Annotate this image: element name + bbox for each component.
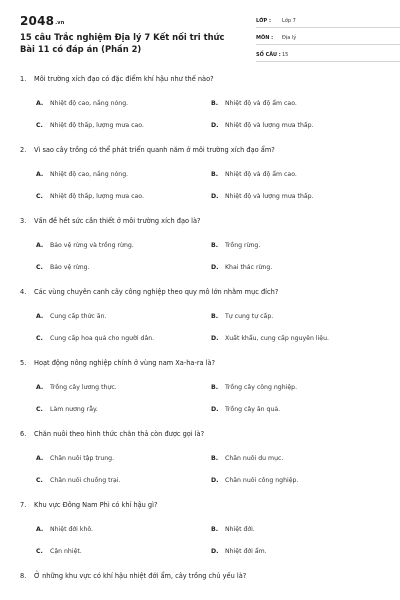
option-letter: D. [211,477,219,484]
logo-number: 2048 [20,14,55,28]
question-stem: Hoạt động nông nghiệp chính ở vùng nam Xa-ha-ra là? [34,359,216,367]
question-text [20,571,384,597]
option-letter: A. [36,455,44,462]
option-d[interactable] [195,122,384,144]
option-d[interactable] [195,264,384,286]
option-text: Nhiệt đới. [225,526,255,533]
question-1 [20,74,384,145]
option-letter: A. [36,100,44,107]
option-letter: C. [36,122,43,129]
option-letter: B. [211,100,219,107]
option-text: Nhiệt độ và độ ẩm cao. [225,171,297,178]
page-title: 15 câu Trắc nghiệm Địa lý 7 Kết nối tri thức Bài 11 có đáp án (Phần 2) [20,32,225,54]
question-text [20,74,384,100]
page-header [20,14,384,60]
option-a[interactable] [20,171,195,193]
question-5 [20,358,384,429]
option-text: Nhiệt đới khô. [50,526,94,533]
option-b[interactable] [195,242,384,264]
logo-suffix: .vn [55,20,65,26]
option-row [20,548,384,570]
question-stem: Vấn đề hết sức cần thiết ở môi trường xích đạo là? [34,217,201,225]
option-text: Trồng rừng. [225,242,261,249]
option-letter: B. [211,313,219,320]
option-d[interactable] [195,406,384,428]
option-row [20,100,384,122]
option-letter: C. [36,335,43,342]
meta-grade [256,14,400,28]
option-row [20,313,384,335]
option-text: Nhiệt độ thấp, lượng mưa cao. [50,193,144,200]
option-row [20,335,384,357]
option-text: Nhiệt độ cao, nắng nóng. [50,171,129,178]
option-d[interactable] [195,548,384,570]
option-letter: A. [36,242,44,249]
option-letter: D. [211,548,219,555]
quiz-meta [256,14,400,62]
option-c[interactable] [20,548,195,570]
option-row [20,455,384,477]
option-row [20,477,384,499]
option-row [20,526,384,548]
option-text: Chăn nuôi du mục. [225,455,284,462]
question-stem: Các vùng chuyên canh cây công nghiệp theo quy mô lớn nhằm mục đích? [34,288,279,296]
option-d[interactable] [195,335,384,357]
option-row [20,122,384,144]
option-text: Khai thác rừng. [225,264,273,271]
option-text: Trồng cây công nghiệp. [225,384,298,391]
option-letter: B. [211,242,219,249]
question-stem: Khu vực Đông Nam Phi có khí hậu gì? [34,501,158,509]
question-number: 3. [20,217,27,225]
option-c[interactable] [20,477,195,499]
meta-question-count [256,48,400,62]
question-stem: Môi trường xích đạo có đặc điểm khí hậu như thế nào? [34,75,214,83]
option-d[interactable] [195,193,384,215]
question-number: 1. [20,75,27,83]
option-row [20,193,384,215]
option-a[interactable] [20,526,195,548]
option-letter: B. [211,384,219,391]
question-stem: Ở những khu vực có khí hậu nhiệt đới ẩm, cây trồng chủ yếu là? [34,572,247,580]
question-2 [20,145,384,216]
option-text: Trồng cây ăn quả. [225,406,281,413]
option-text: Chăn nuôi công nghiệp. [225,477,299,484]
option-c[interactable] [20,193,195,215]
option-b[interactable] [195,171,384,193]
question-text [20,216,384,242]
option-letter: D. [211,335,219,342]
option-b[interactable] [195,526,384,548]
option-c[interactable] [20,406,195,428]
question-stem: Chăn nuôi theo hình thức chăn thả còn được gọi là? [34,430,205,438]
meta-value: Lớp 7 [282,18,296,24]
option-letter: C. [36,264,43,271]
option-letter: A. [36,384,44,391]
option-letter: D. [211,264,219,271]
question-list [20,74,384,600]
option-a[interactable] [20,100,195,122]
option-a[interactable] [20,313,195,335]
option-text: Cung cấp hoa quả cho người dân. [50,335,155,342]
option-text: Chăn nuôi tập trung. [50,455,115,462]
option-text: Nhiệt độ và lượng mưa thấp. [225,122,314,129]
option-letter: B. [211,526,219,533]
option-letter: D. [211,406,219,413]
option-text: Tự cung tự cấp. [225,313,274,320]
option-a[interactable] [20,384,195,406]
meta-value: Địa lý [282,35,297,41]
option-text: Nhiệt độ và lượng mưa thấp. [225,193,314,200]
option-b[interactable] [195,313,384,335]
meta-label: LỚP : [256,18,271,24]
question-number: 4. [20,288,27,296]
option-row [20,406,384,428]
option-text: Làm nương rẫy. [50,406,98,413]
option-b[interactable] [195,384,384,406]
option-row [20,171,384,193]
option-letter: D. [211,122,219,129]
option-text: Bảo vệ rừng và trồng rừng. [50,242,134,249]
meta-subject [256,31,400,45]
option-letter: C. [36,406,43,413]
option-b[interactable] [195,100,384,122]
question-7 [20,500,384,571]
question-number: 5. [20,359,27,367]
option-letter: D. [211,193,219,200]
question-6 [20,429,384,500]
question-text [20,429,384,455]
option-text: Nhiệt đới ẩm. [225,548,267,555]
option-b[interactable] [195,455,384,477]
option-c[interactable] [20,264,195,286]
option-letter: C. [36,477,43,484]
option-row [20,242,384,264]
option-text: Xuất khẩu, cung cấp nguyên liệu. [225,335,329,342]
option-text: Nhiệt độ cao, nắng nóng. [50,100,129,107]
question-text [20,358,384,384]
option-a[interactable] [20,242,195,264]
question-text [20,145,384,171]
option-row [20,384,384,406]
option-row [20,264,384,286]
option-text: Trồng cây lương thực. [50,384,117,391]
option-d[interactable] [195,477,384,499]
question-stem: Vì sao cây trồng có thể phát triển quanh năm ở môi trường xích đạo ẩm? [34,146,275,154]
option-text: Cung cấp thức ăn. [50,313,107,320]
option-letter: B. [211,455,219,462]
question-4 [20,287,384,358]
question-number: 6. [20,430,27,438]
site-logo[interactable] [20,14,65,28]
option-c[interactable] [20,122,195,144]
option-letter: B. [211,171,219,178]
question-number: 2. [20,146,27,154]
question-8 [20,571,384,600]
option-text: Cận nhiệt. [50,548,82,555]
option-a[interactable] [20,455,195,477]
meta-label: SỐ CÂU : [256,52,281,58]
option-text: Bảo vệ rừng. [50,264,90,271]
meta-value: 15 [282,52,289,58]
option-text: Chăn nuôi chuồng trại. [50,477,121,484]
option-letter: C. [36,193,43,200]
question-3 [20,216,384,287]
option-letter: A. [36,313,44,320]
option-letter: A. [36,526,44,533]
question-text [20,287,384,313]
question-text [20,500,384,526]
option-letter: C. [36,548,43,555]
option-c[interactable] [20,335,195,357]
option-letter: A. [36,171,44,178]
option-text: Nhiệt độ thấp, lượng mưa cao. [50,122,144,129]
option-text: Nhiệt độ và độ ẩm cao. [225,100,297,107]
question-number: 7. [20,501,27,509]
meta-label: MÔN : [256,35,274,41]
question-number: 8. [20,572,27,580]
